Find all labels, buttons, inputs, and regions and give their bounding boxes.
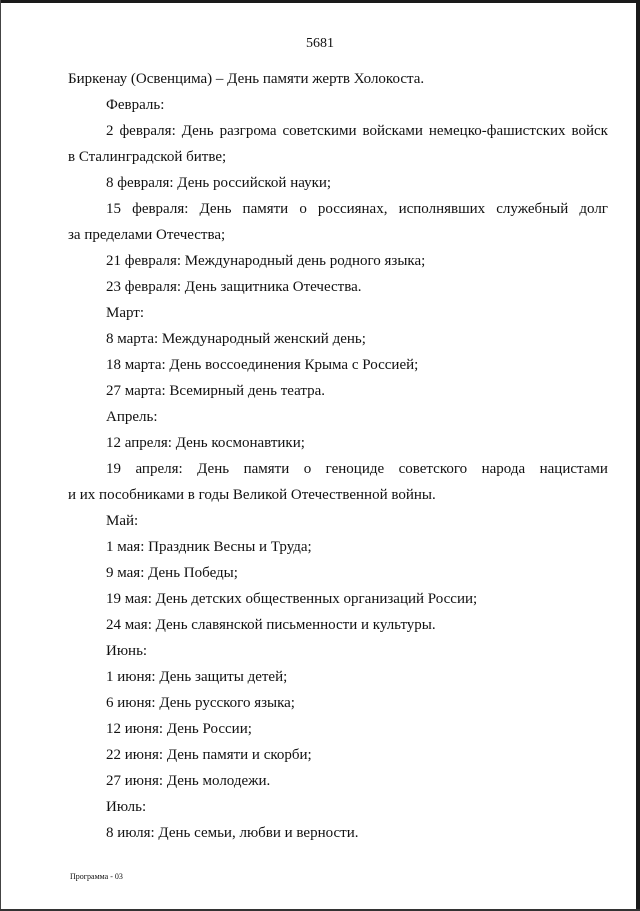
word: апреля: [135, 461, 183, 477]
date-item: 12 апреля: День космонавтики; [106, 435, 305, 451]
word: советского [398, 461, 468, 477]
month-heading: Апрель: [106, 409, 158, 425]
word: служебный [496, 201, 569, 217]
word: 15 [106, 201, 121, 217]
month-heading: Июль: [106, 799, 147, 815]
word: памяти [242, 201, 289, 217]
date-item: 9 мая: День Победы; [106, 565, 238, 581]
scan-edge-left [0, 0, 1, 911]
word: советскими [282, 123, 357, 139]
date-item: 19 мая: День детских общественных организаций России; [106, 591, 478, 607]
document-body [68, 66, 608, 846]
month-heading: Март: [106, 305, 145, 321]
word: о [303, 461, 312, 477]
paragraph-line-continuation: Биркенау (Освенцима) – День памяти жертв Холокоста. [68, 71, 425, 87]
word: нацистами [539, 461, 608, 477]
date-item: 1 мая: Праздник Весны и Труда; [106, 539, 312, 555]
word: 19 [106, 461, 121, 477]
page-footer: Программа - 03 [70, 872, 123, 881]
scan-edge-right [636, 0, 640, 911]
word: День [181, 123, 214, 139]
scan-edge-top [0, 0, 640, 3]
paragraph-line-continuation: и их пособниками в годы Великой Отечественной войны. [68, 487, 436, 503]
word: геноциде [325, 461, 385, 477]
word: февраля: [132, 201, 189, 217]
date-item: 27 марта: Всемирный день театра. [106, 383, 326, 399]
date-item: 8 февраля: День российской науки; [106, 175, 332, 191]
page-number: 5681 [306, 36, 334, 51]
date-item: 23 февраля: День защитника Отечества. [106, 279, 362, 295]
word: февраля: [119, 123, 176, 139]
paragraph-line-justified [68, 456, 608, 482]
word: разгрома [219, 123, 277, 139]
month-heading: Май: [106, 513, 139, 529]
month-heading: Февраль: [106, 97, 165, 113]
date-item: 22 июня: День памяти и скорби; [106, 747, 312, 763]
word: о [299, 201, 307, 217]
paragraph-line-continuation: в Сталинградской битве; [68, 149, 227, 165]
date-item: 8 марта: Международный женский день; [106, 331, 366, 347]
date-item: 21 февраля: Международный день родного языка; [106, 253, 426, 269]
word: россиянах, [317, 201, 388, 217]
date-item: 12 июня: День России; [106, 721, 252, 737]
date-item: 27 июня: День молодежи. [106, 773, 271, 789]
date-item: 18 марта: День воссоединения Крыма с Россией; [106, 357, 419, 373]
date-item: 1 июня: День защиты детей; [106, 669, 288, 685]
word: войск [571, 123, 608, 139]
word: войсками [362, 123, 423, 139]
paragraph-line-justified [68, 118, 608, 144]
word: исполнявших [398, 201, 486, 217]
word: памяти [243, 461, 290, 477]
word: 2 [106, 123, 114, 139]
date-item: 6 июня: День русского языка; [106, 695, 295, 711]
word: немецко-фашистских [428, 123, 566, 139]
date-item: 24 мая: День славянской письменности и культуры. [106, 617, 436, 633]
month-heading: Июнь: [106, 643, 148, 659]
paragraph-line-continuation: за пределами Отечества; [68, 227, 226, 243]
word: День [197, 461, 230, 477]
word: народа [481, 461, 526, 477]
paragraph-line-justified [68, 196, 608, 222]
word: долг [579, 201, 608, 217]
word: День [199, 201, 232, 217]
date-item: 8 июля: День семьи, любви и верности. [106, 825, 359, 841]
